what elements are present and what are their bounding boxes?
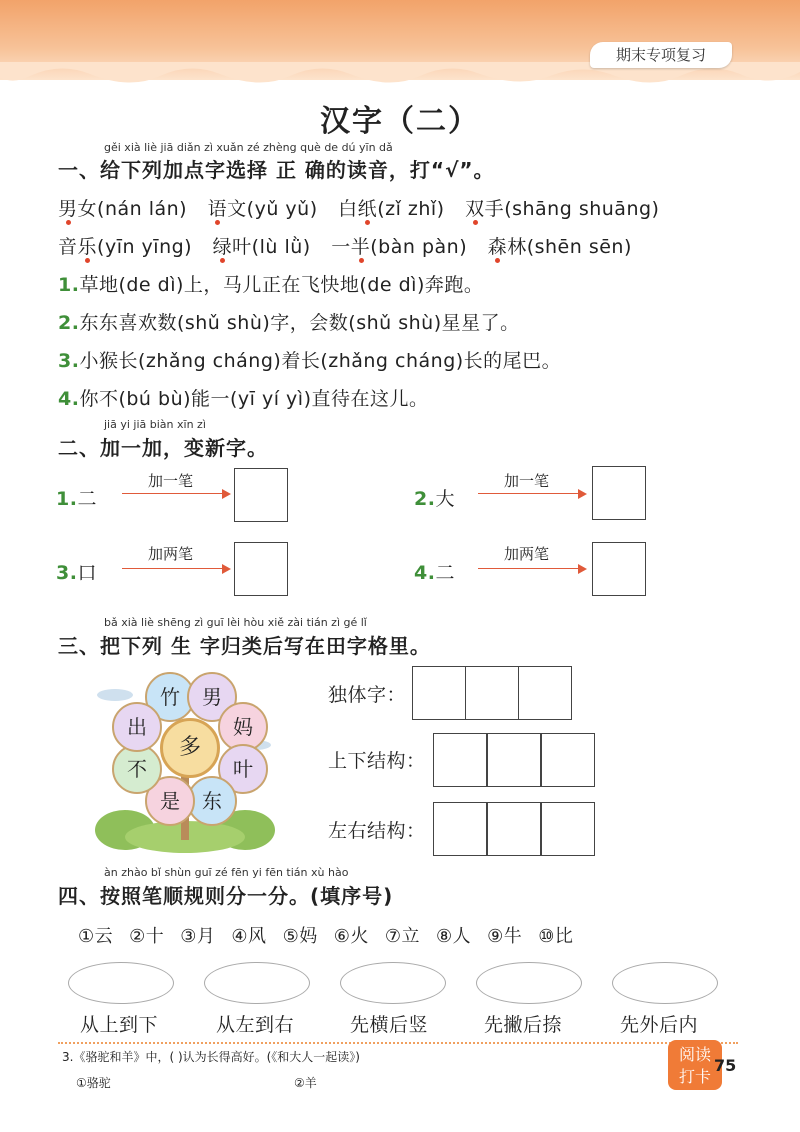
answer-box[interactable] bbox=[234, 468, 288, 522]
s2-item-2: 2.大 bbox=[414, 488, 455, 510]
arrow-head bbox=[578, 564, 587, 574]
arrow-head bbox=[222, 489, 231, 499]
word-item: 森林(shēn sēn) bbox=[487, 236, 632, 258]
s1-row1 bbox=[58, 194, 659, 221]
grid-cell[interactable] bbox=[433, 802, 487, 856]
s4-pinyin: àn zhào bǐ shùn guī zé fēn yi fēn tián xù hào bbox=[104, 866, 349, 879]
answer-cloud[interactable] bbox=[612, 962, 718, 1004]
petal: 叶 bbox=[218, 744, 268, 794]
footer-option-2: ②羊 bbox=[294, 1076, 317, 1090]
stroke-chars: ①云 ②十 ③月 ④风 ⑤妈 ⑥火 ⑦立 ⑧人 ⑨牛 ⑩比 bbox=[78, 926, 574, 947]
s3-heading: 三、把下列 生 字归类后写在田字格里。 bbox=[58, 634, 431, 658]
petal: 竹 bbox=[145, 672, 195, 722]
rule-label: 从左到右 bbox=[216, 1014, 295, 1036]
grid-cell[interactable] bbox=[412, 666, 466, 720]
s1-q4: 4.你不(bú bù)能一(yī yí yì)直待在这儿。 bbox=[58, 388, 429, 410]
answer-cloud[interactable] bbox=[476, 962, 582, 1004]
s4-heading: 四、按照笔顺规则分一分。(填序号) bbox=[58, 884, 394, 908]
petal: 不 bbox=[112, 744, 162, 794]
arrow bbox=[122, 493, 222, 494]
rule-label: 先横后竖 bbox=[350, 1014, 429, 1036]
label-top-bottom: 上下结构： bbox=[328, 750, 426, 772]
page-title: 汉字（二） bbox=[320, 104, 480, 139]
rule-label: 从上到下 bbox=[80, 1014, 159, 1036]
answer-box[interactable] bbox=[592, 542, 646, 596]
label-left-right: 左右结构： bbox=[328, 820, 426, 842]
arrow-head bbox=[222, 564, 231, 574]
petal: 是 bbox=[145, 776, 195, 826]
s1-row2 bbox=[58, 232, 632, 259]
grid-cell[interactable] bbox=[465, 666, 519, 720]
word-item: 白纸(zǐ zhǐ) bbox=[338, 198, 445, 220]
reading-checkin-badge[interactable]: 阅读 打卡 bbox=[668, 1040, 722, 1090]
answer-cloud[interactable] bbox=[340, 962, 446, 1004]
s2-item-2-label: 加一笔 bbox=[504, 472, 550, 490]
s1-pinyin: gěi xià liè jiā diǎn zì xuǎn zé zhèng què de dú yīn dǎ bbox=[104, 141, 393, 154]
page-number: 75 bbox=[714, 1056, 737, 1075]
s2-pinyin: jiā yi jiā biàn xīn zì bbox=[104, 418, 206, 431]
petal: 出 bbox=[112, 702, 162, 752]
grid-cell[interactable] bbox=[541, 802, 595, 856]
arrow bbox=[478, 493, 578, 494]
footer-divider bbox=[58, 1042, 738, 1044]
answer-cloud[interactable] bbox=[204, 962, 310, 1004]
word-item: 音乐(yīn yīng) bbox=[58, 236, 193, 258]
answer-cloud[interactable] bbox=[68, 962, 174, 1004]
s1-q1: 1.草地(de dì)上，马儿正在飞快地(de dì)奔跑。 bbox=[58, 274, 484, 296]
s2-item-4-label: 加两笔 bbox=[504, 545, 550, 563]
word-item: 语文(yǔ yǔ) bbox=[207, 198, 318, 220]
s2-heading: 二、加一加，变新字。 bbox=[58, 436, 268, 460]
word-item: 一半(bàn pàn) bbox=[331, 236, 468, 258]
s1-q2: 2.东东喜欢数(shǔ shù)字，会数(shǔ shù)星星了。 bbox=[58, 312, 520, 334]
petal: 东 bbox=[187, 776, 237, 826]
answer-box[interactable] bbox=[592, 466, 646, 520]
arrow bbox=[478, 568, 578, 569]
answer-box[interactable] bbox=[234, 542, 288, 596]
petal: 妈 bbox=[218, 702, 268, 752]
s2-item-3-label: 加两笔 bbox=[148, 545, 194, 563]
s2-item-3: 3.口 bbox=[56, 562, 97, 584]
grid-cell[interactable] bbox=[433, 733, 487, 787]
s3-pinyin: bǎ xià liè shēng zì guī lèi hòu xiě zài tián zì gé lǐ bbox=[104, 616, 367, 629]
arrow-head bbox=[578, 489, 587, 499]
grid-cell[interactable] bbox=[518, 666, 572, 720]
label-single: 独体字： bbox=[328, 684, 407, 706]
grid-cell[interactable] bbox=[487, 802, 541, 856]
section-tag: 期末专项复习 bbox=[590, 42, 732, 68]
s1-heading: 一、给下列加点字选择 正 确的读音，打“√”。 bbox=[58, 158, 495, 182]
word-item: 男女(nán lán) bbox=[58, 198, 188, 220]
s2-item-1: 1.二 bbox=[56, 488, 97, 510]
s2-item-4: 4.二 bbox=[414, 562, 455, 584]
grid-cell[interactable] bbox=[541, 733, 595, 787]
flower-center: 多 bbox=[160, 718, 220, 778]
rule-label: 先外后内 bbox=[620, 1014, 699, 1036]
s2-item-1-label: 加一笔 bbox=[148, 472, 194, 490]
s1-q3: 3.小猴长(zhǎng cháng)着长(zhǎng cháng)长的尾巴。 bbox=[58, 350, 562, 372]
word-item: 绿叶(lù lǜ) bbox=[212, 236, 311, 258]
petal: 男 bbox=[187, 672, 237, 722]
footer-question: 3.《骆驼和羊》中，( )认为长得高好。(《和大人一起读》) bbox=[62, 1050, 360, 1064]
word-item: 双手(shāng shuāng) bbox=[465, 198, 660, 220]
footer-option-1: ①骆驼 bbox=[76, 1076, 111, 1090]
arrow bbox=[122, 568, 222, 569]
rule-label: 先撇后捺 bbox=[484, 1014, 563, 1036]
grid-cell[interactable] bbox=[487, 733, 541, 787]
